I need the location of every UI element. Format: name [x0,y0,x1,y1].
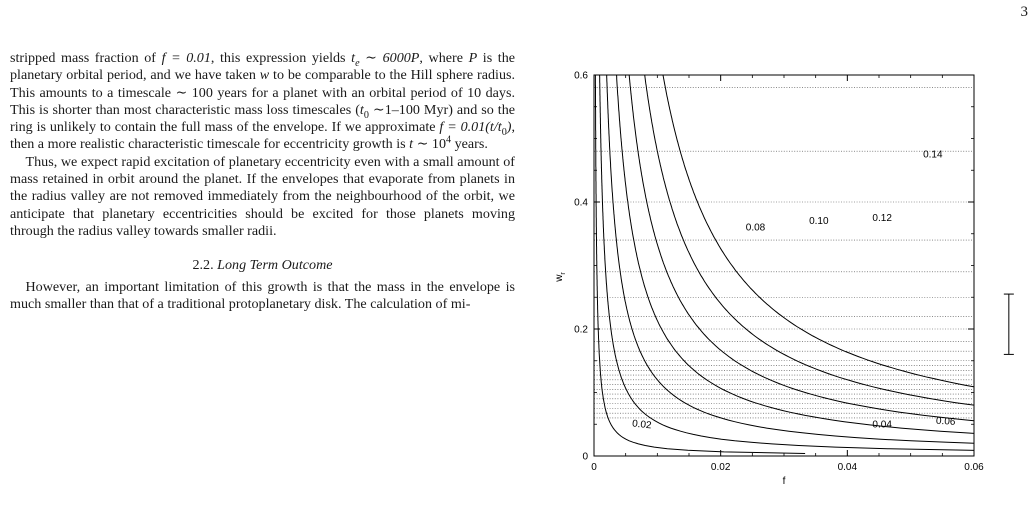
contour-label: 0.14 [923,150,943,161]
contour-label: 0.12 [872,213,892,224]
contour-line-0.08 [616,73,1034,454]
y-axis-label-main: w [554,274,565,283]
y-axis-label-sub: r [560,272,567,275]
paragraph-3: However, an important limitation of this growth is that the mass in the envelope is much smaller than that of a traditional protoplanetary disk. The calculation of mi- [10,279,515,314]
contour-line-0.14 [663,73,1034,454]
y-tick-label: 0 [582,452,588,463]
contour-label: 0.06 [936,416,957,428]
contour-label: 0.08 [746,223,766,234]
y-axis-label [554,272,567,283]
contour-line-0.04 [600,73,1034,454]
contour-line-0.10 [629,73,1034,454]
contour-line-0.12 [644,73,1034,454]
x-axis-label: f [783,476,786,487]
figure [540,36,1034,527]
contour-chart [540,36,1034,527]
x-tick-label: 0.06 [964,462,984,473]
x-tick-label: 0.04 [838,462,858,473]
y-tick-label: 0.6 [574,71,588,82]
error-bar [1004,294,1014,354]
y-tick-label: 0.4 [574,198,588,209]
paragraph-1: stripped mass fraction of f = 0.01, this expression yields $t_e$ ∼ 6000P, where P is the planetary orbital period, and we have taken w to be comparable to the Hill sphere radius. This amounts to a timescale ∼ 100 years for a planet with an orbital period of 10 days. This is shorter than most characteristic mass loss timescales ($t_0$ ∼1–100 Myr) and so the ring is unlikely to contain the full mass of the envelope. If we approximate $f = 0.01(t/t_0)$, then a more realistic characteristic timescale for eccentricity growth is t ∼ $10^4$ years. [10,50,515,154]
x-tick-label: 0.02 [711,462,731,473]
text-column [10,50,515,313]
contour-label: 0.02 [632,418,653,431]
paragraph-2: Thus, we expect rapid excitation of planetary eccentricity even with a small amount of mass retained in orbit around the planet. If the envelopes that evaporate from planets in the radius valley are not removed immediately from the neighbourhood of the orbit, we anticipate that planetary eccentricities should be excited for those planets moving through the radius valley towards smaller radii. [10,154,515,240]
contour-label: 0.10 [809,216,829,227]
contour-label: 0.04 [872,419,892,430]
contour-line-0.02 [595,73,805,454]
contour-lines [595,73,1034,454]
page-number: 3 [1021,4,1029,21]
dotted-lines [594,88,974,418]
x-tick-label: 0 [591,462,597,473]
y-tick-label: 0.2 [574,325,588,336]
section-heading: 2.2. Long Term Outcome [10,257,515,274]
